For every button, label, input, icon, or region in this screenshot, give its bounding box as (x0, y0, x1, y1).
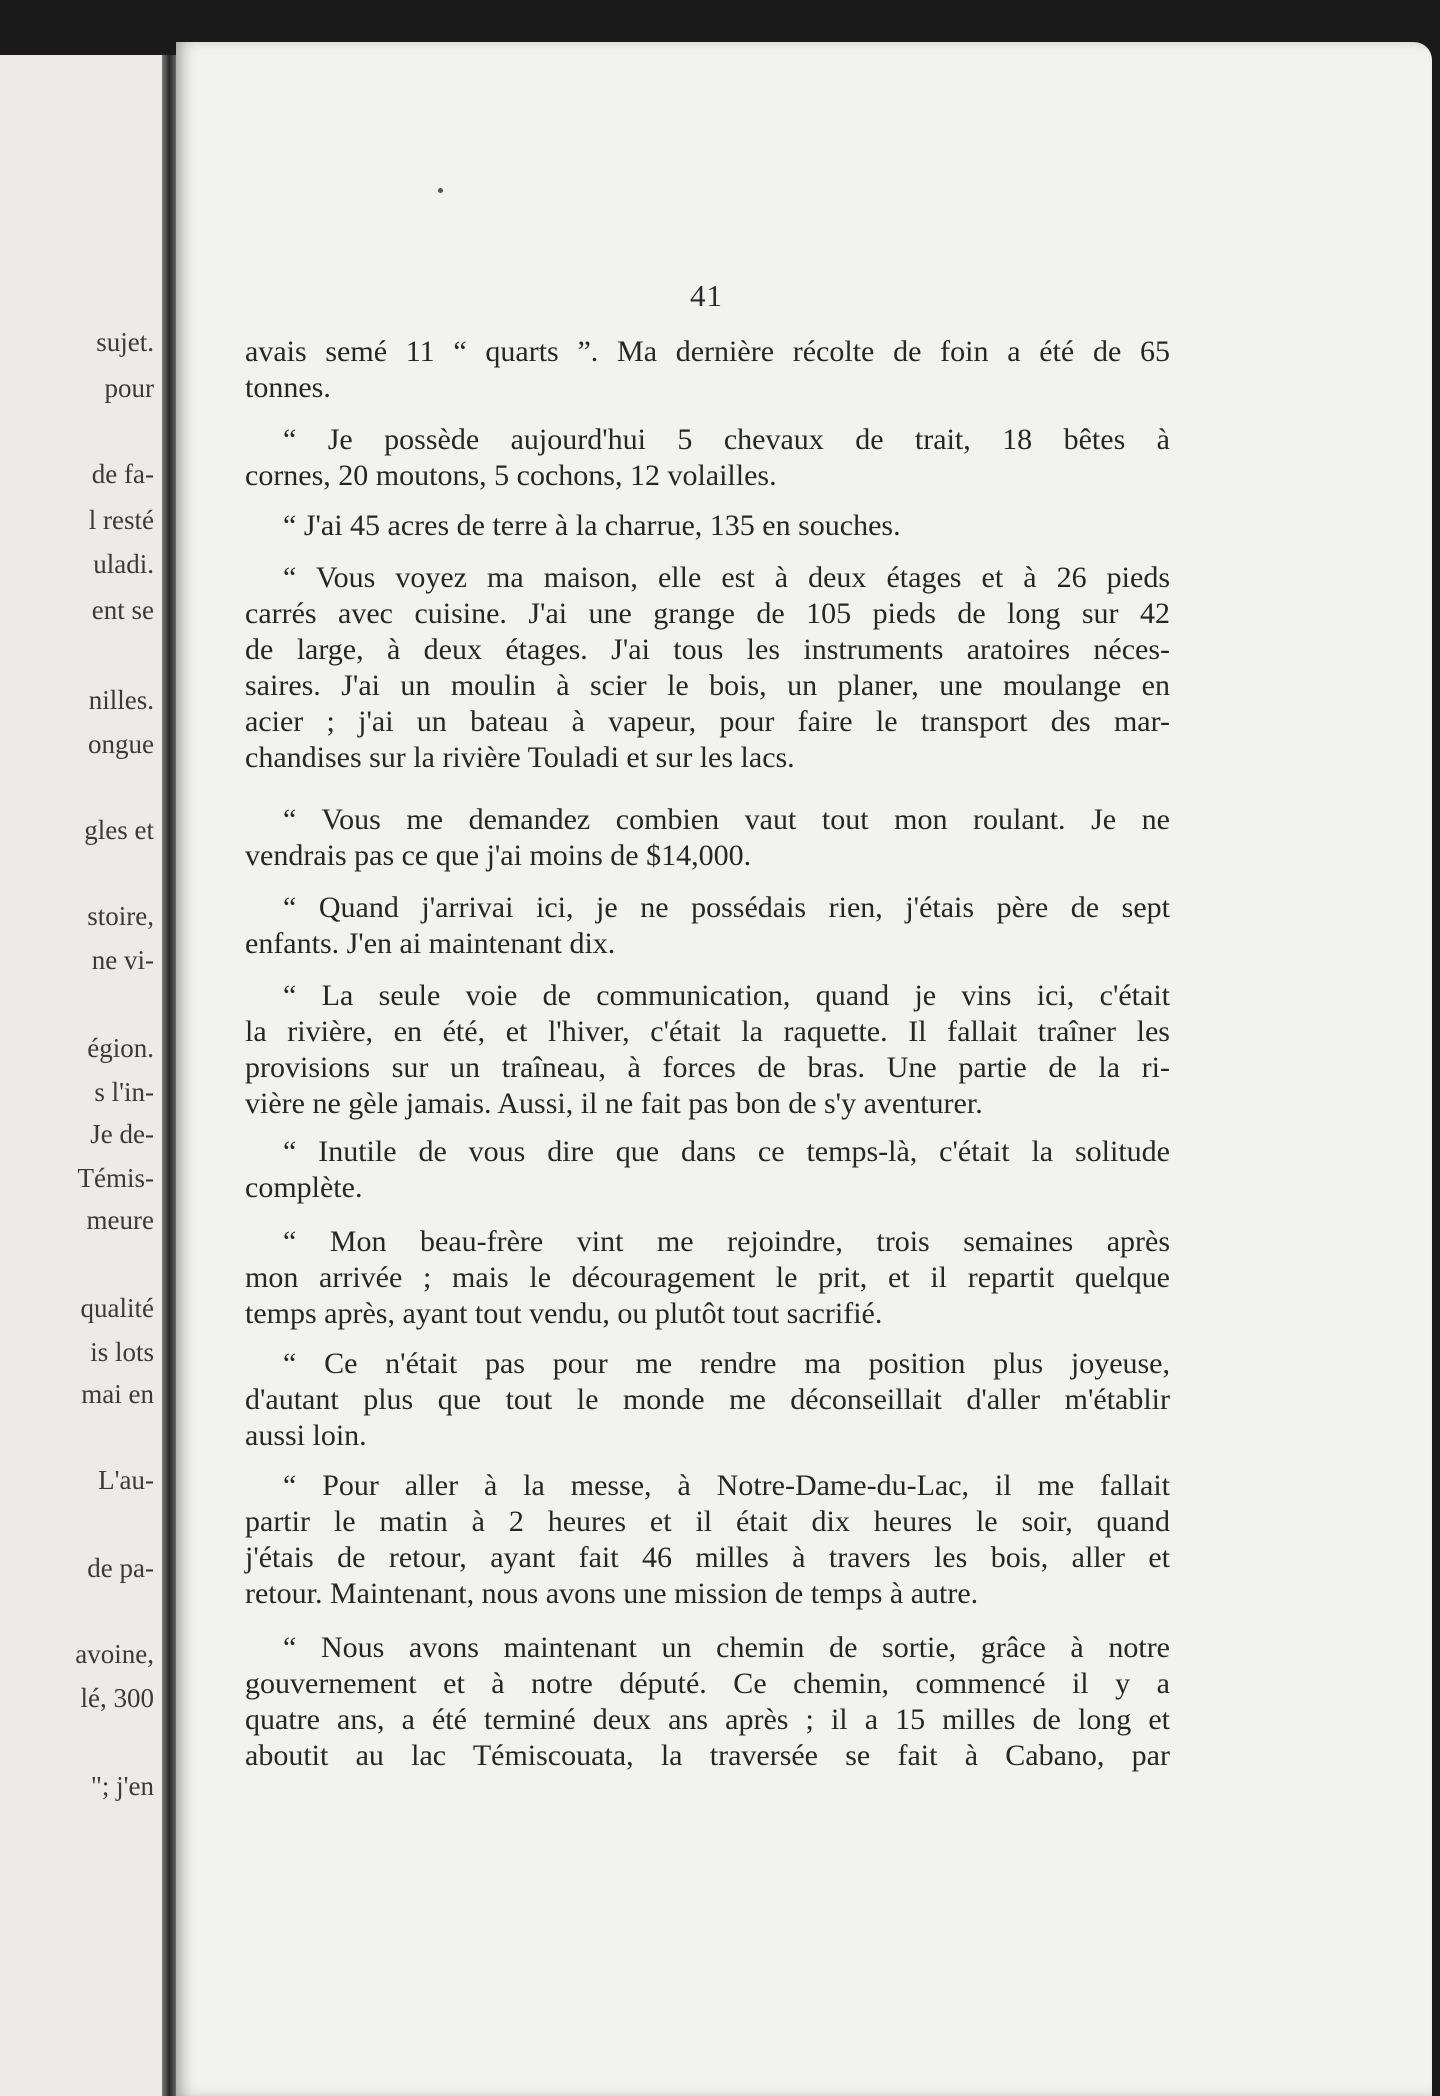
left-line: uladi. (93, 549, 154, 579)
text-line: aussi loin. (245, 1419, 367, 1452)
text-line: retour. Maintenant, nous avons une mission de temps à autre. (245, 1577, 979, 1610)
text-line: la rivière, en été, et l'hiver, c'était la raquette. Il fallait traîner les (245, 1015, 1170, 1048)
text-line: provisions sur un traîneau, à forces de bras. Une partie de la ri- (245, 1051, 1170, 1084)
text-line: partir le matin à 2 heures et il était dix heures le soir, quand (245, 1505, 1170, 1538)
left-line: ongue (88, 729, 154, 759)
left-line: ne vi- (91, 945, 154, 975)
left-line: nilles. (88, 685, 154, 715)
left-line: lé, 300 (80, 1683, 154, 1713)
left-line: Je de- (90, 1119, 154, 1149)
text-line: “ Vous me demandez combien vaut tout mon roulant. Je ne (283, 803, 1170, 836)
text-line: gouvernement et à notre député. Ce chemin, commencé il y a (245, 1667, 1170, 1700)
left-line: meure (86, 1205, 154, 1235)
left-line: gles et (84, 815, 154, 845)
left-line: pour (104, 373, 154, 403)
text-line: enfants. J'en ai maintenant dix. (245, 927, 616, 960)
text-line: vendrais pas ce que j'ai moins de $14,000. (245, 839, 752, 872)
left-line: qualité (80, 1293, 154, 1323)
text-line: “ Nous avons maintenant un chemin de sortie, grâce à notre (283, 1631, 1170, 1664)
text-line: “ J'ai 45 acres de terre à la charrue, 135 en souches. (283, 509, 901, 542)
text-line: d'autant plus que tout le monde me déconseillait d'aller m'établir (245, 1383, 1170, 1416)
text-line: “ Mon beau-frère vint me rejoindre, trois semaines après (283, 1225, 1170, 1258)
text-line: carrés avec cuisine. J'ai une grange de 105 pieds de long sur 42 (245, 597, 1170, 630)
left-line: L'au- (98, 1465, 154, 1495)
left-line: mai en (81, 1379, 154, 1409)
text-line: tonnes. (245, 371, 331, 404)
text-line: vière ne gèle jamais. Aussi, il ne fait pas bon de s'y aventurer. (245, 1087, 983, 1120)
left-line: is lots (90, 1337, 154, 1367)
text-line: saires. J'ai un moulin à scier le bois, un planer, une moulange en (245, 669, 1170, 702)
left-line: avoine, (75, 1639, 154, 1669)
left-line: sujet. (96, 327, 154, 357)
page-number: 41 (690, 278, 723, 313)
left-line: stoire, (87, 901, 154, 931)
text-line: “ Vous voyez ma maison, elle est à deux étages et à 26 pieds (283, 561, 1170, 594)
text-line: acier ; j'ai un bateau à vapeur, pour faire le transport des mar- (245, 705, 1170, 738)
text-line: avais semé 11 “ quarts ”. Ma dernière récolte de foin a été de 65 (245, 335, 1170, 368)
text-line: “ La seule voie de communication, quand je vins ici, c'était (283, 979, 1170, 1012)
paper-speck (438, 188, 443, 193)
text-line: j'étais de retour, ayant fait 46 milles à travers les bois, aller et (245, 1541, 1170, 1574)
text-line: cornes, 20 moutons, 5 cochons, 12 volailles. (245, 459, 777, 492)
text-line: mon arrivée ; mais le découragement le prit, et il repartit quelque (245, 1261, 1170, 1294)
text-line: quatre ans, a été terminé deux ans après ; il a 15 milles de long et (245, 1703, 1170, 1736)
text-line: de large, à deux étages. J'ai tous les instruments aratoires néces- (245, 633, 1170, 666)
left-line: "; j'en (90, 1771, 154, 1801)
text-line: temps après, ayant tout vendu, ou plutôt tout sacrifié. (245, 1297, 883, 1330)
text-line: “ Je possède aujourd'hui 5 chevaux de trait, 18 bêtes à (283, 423, 1170, 456)
left-line: l resté (88, 505, 154, 535)
text-line: “ Quand j'arrivai ici, je ne possédais rien, j'étais père de sept (283, 891, 1170, 924)
left-line: de pa- (87, 1553, 154, 1583)
left-line: égion. (87, 1033, 154, 1063)
text-line: “ Pour aller à la messe, à Notre-Dame-du-Lac, il me fallait (283, 1469, 1170, 1502)
left-line: s l'in- (94, 1077, 154, 1107)
left-page (0, 55, 168, 2096)
text-line: aboutit au lac Témiscouata, la traversée se fait à Cabano, par (245, 1739, 1170, 1772)
text-line: “ Ce n'était pas pour me rendre ma position plus joyeuse, (283, 1347, 1170, 1380)
text-line: chandises sur la rivière Touladi et sur les lacs. (245, 741, 795, 774)
text-line: “ Inutile de vous dire que dans ce temps-là, c'était la solitude (283, 1135, 1170, 1168)
left-line: de fa- (91, 459, 154, 489)
left-line: ent se (91, 595, 154, 625)
left-line: Témis- (77, 1163, 154, 1193)
text-line: complète. (245, 1171, 363, 1204)
